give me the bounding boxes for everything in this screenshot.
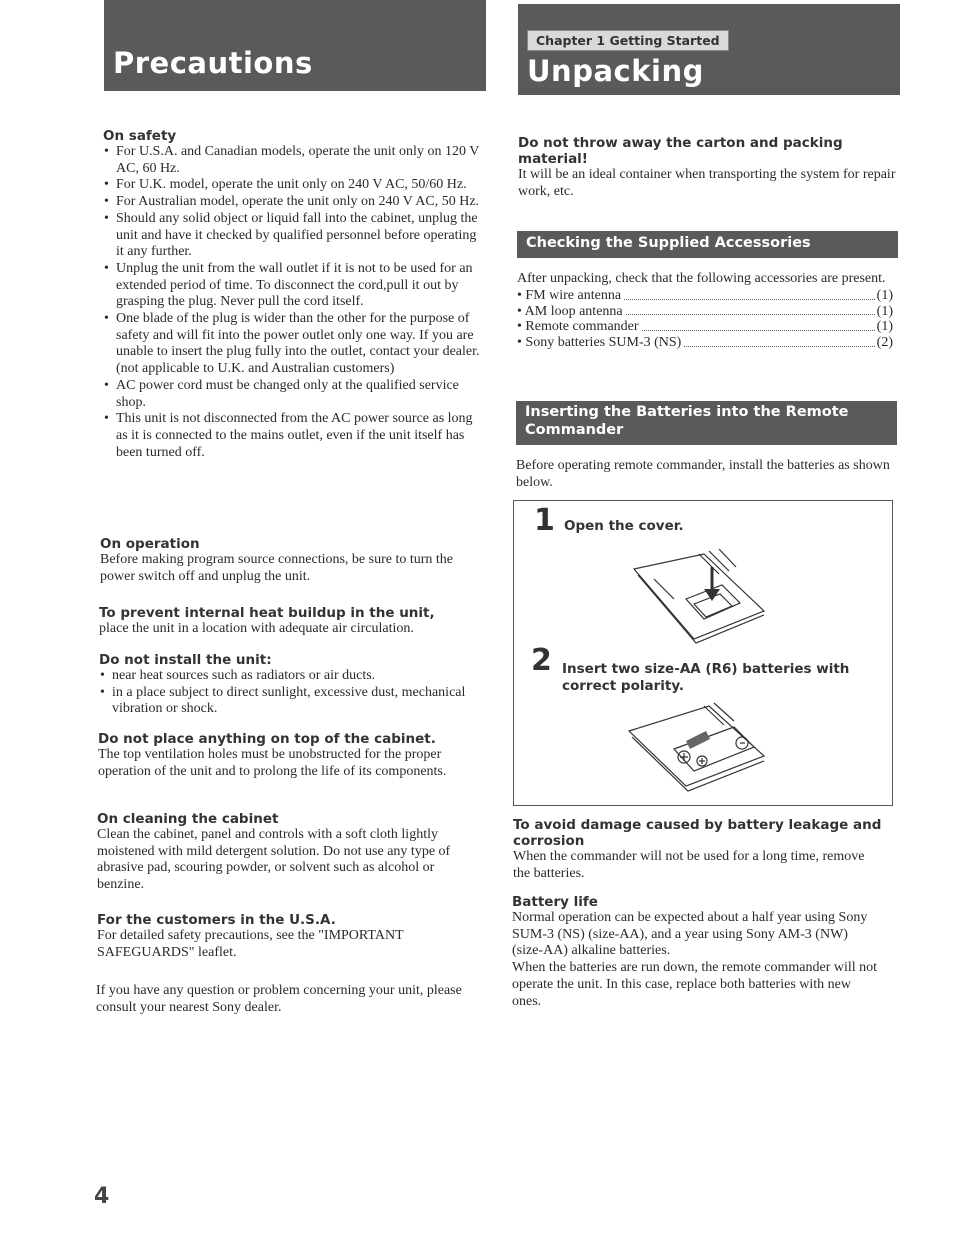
accessories-list	[517, 288, 893, 351]
list-item: • For U.S.A. and Canadian models, operate the unit only on 120 V AC, 60 Hz.	[103, 144, 483, 177]
heat-text: place the unit in a location with adequate air circulation.	[99, 621, 414, 636]
open-cover-illustration	[624, 549, 774, 649]
list-item: • For U.K. model, operate the unit only on 240 V AC, 50/60 Hz.	[103, 177, 483, 194]
precautions-banner	[104, 0, 486, 91]
carton-heading: Do not throw away the carton and packing material!	[518, 135, 843, 167]
leakage-section	[513, 817, 883, 882]
battery-steps-box	[513, 500, 893, 806]
leader-dots	[684, 335, 874, 347]
usa-text: For detailed safety precautions, see the "IMPORTANT SAFEGUARDS" leaflet.	[97, 928, 404, 960]
battery-life-text: Normal operation can be expected about a half year using Sony SUM-3 (NS) (size-AA), and a year using Sony AM-3 (NW) (size-AA) alkaline batteries.	[512, 910, 868, 959]
page-number: 4	[94, 1184, 110, 1209]
batteries-intro: Before operating remote commander, install the batteries as shown below.	[516, 458, 890, 490]
battery-life-section	[512, 894, 882, 1010]
leader-dots	[624, 288, 875, 300]
step-text: Insert two size-AA (R6) batteries with correct polarity.	[562, 661, 850, 694]
install-list	[99, 668, 484, 718]
precautions-title: Precautions	[113, 46, 313, 80]
accessory-qty: (1)	[876, 287, 893, 303]
heat-heading: To prevent internal heat buildup in the unit,	[99, 605, 435, 621]
left-column	[98, 128, 483, 461]
accessories-section	[517, 271, 893, 351]
list-item: • AC power cord must be changed only at the qualified service shop.	[103, 378, 483, 411]
accessory-name: • AM loop antenna	[517, 303, 623, 319]
operation-section	[100, 536, 485, 585]
step-text: Open the cover.	[564, 518, 684, 534]
cleaning-section	[97, 811, 482, 894]
carton-section	[518, 135, 903, 200]
unpacking-banner	[518, 4, 900, 95]
leader-dots	[642, 319, 875, 331]
unpacking-title: Unpacking	[527, 54, 704, 88]
accessory-name: • Sony batteries SUM-3 (NS)	[517, 335, 682, 351]
accessories-intro: After unpacking, check that the following accessories are present.	[517, 271, 886, 286]
accessory-name: • FM wire antenna	[517, 287, 622, 303]
operation-text: Before making program source connections, be sure to turn the power switch off and unplug the unit.	[100, 552, 454, 584]
carton-text: It will be an ideal container when transporting the system for repair work, etc.	[518, 167, 896, 199]
list-item	[517, 304, 893, 320]
list-item: • Unplug the unit from the wall outlet if it is not to be used for an extended period of time. To disconnect the cord,pull it out by grasping the plug. Never pull the cord itself.	[103, 261, 483, 311]
place-heading: Do not place anything on top of the cabinet.	[98, 731, 436, 747]
accessory-qty: (1)	[876, 303, 893, 319]
battery-life-heading: Battery life	[512, 894, 598, 910]
chapter-label: Chapter 1 Getting Started	[527, 30, 729, 51]
list-item	[517, 319, 893, 335]
accessory-qty: (1)	[876, 319, 893, 335]
insert-batteries-illustration	[624, 701, 774, 796]
cleaning-heading: On cleaning the cabinet	[97, 811, 279, 827]
list-item: • This unit is not disconnected from the AC power source as long as it is connected to the mains outlet, even if the unit itself has been turned off.	[103, 411, 483, 461]
safety-list	[103, 144, 483, 461]
list-item: • near heat sources such as radiators or air ducts.	[99, 668, 484, 685]
safety-section	[103, 128, 483, 461]
step-number: 2	[531, 643, 552, 678]
list-item: • in a place subject to direct sunlight, excessive dust, mechanical vibration or shock.	[99, 685, 484, 718]
usa-section	[97, 912, 457, 961]
heat-section	[99, 605, 484, 638]
safety-heading: On safety	[103, 128, 177, 144]
list-item	[517, 335, 893, 351]
list-item: • For Australian model, operate the unit only on 240 V AC, 50 Hz.	[103, 194, 483, 211]
accessories-bar: Checking the Supplied Accessories	[517, 231, 898, 258]
leader-dots	[626, 304, 875, 316]
operation-heading: On operation	[100, 536, 200, 552]
list-item: • Should any solid object or liquid fall into the cabinet, unplug the unit and have it checked by qualified personnel before operating it any further.	[103, 211, 483, 261]
closing-text: If you have any question or problem concerning your unit, please consult your nearest Sony dealer.	[96, 983, 462, 1015]
usa-heading: For the customers in the U.S.A.	[97, 912, 336, 928]
accessory-name: • Remote commander	[517, 319, 639, 335]
list-item: • One blade of the plug is wider than the other for the purpose of safety and will fit into the power outlet only one way. If you are unable to insert the plug fully into the outlet, contact your dealer. (not applicable to U.K. and Australian customers)	[103, 311, 483, 378]
leakage-heading: To avoid damage caused by battery leakage and corrosion	[513, 817, 882, 849]
step-number: 1	[534, 503, 555, 538]
cleaning-text: Clean the cabinet, panel and controls with a soft cloth lightly moistened with mild detergent solution. Do not use any type of abrasive pad, scouring powder, or solvent such as alcohol or benzine.	[97, 827, 451, 893]
list-item	[517, 288, 893, 304]
place-section	[98, 731, 483, 780]
install-section	[99, 652, 484, 718]
batteries-bar: Inserting the Batteries into the Remote Commander	[516, 401, 897, 445]
place-text: The top ventilation holes must be unobstructed for the proper operation of the unit and to prolong the life of its components.	[98, 747, 447, 779]
install-heading: Do not install the unit:	[99, 652, 272, 668]
closing-section	[96, 983, 466, 1016]
accessory-qty: (2)	[876, 335, 893, 351]
leakage-text: When the commander will not be used for a long time, remove the batteries.	[513, 849, 865, 881]
battery-life-text: When the batteries are run down, the remote commander will not operate the unit. In this case, replace both batteries with new ones.	[512, 960, 878, 1009]
batteries-intro-section	[516, 458, 892, 491]
